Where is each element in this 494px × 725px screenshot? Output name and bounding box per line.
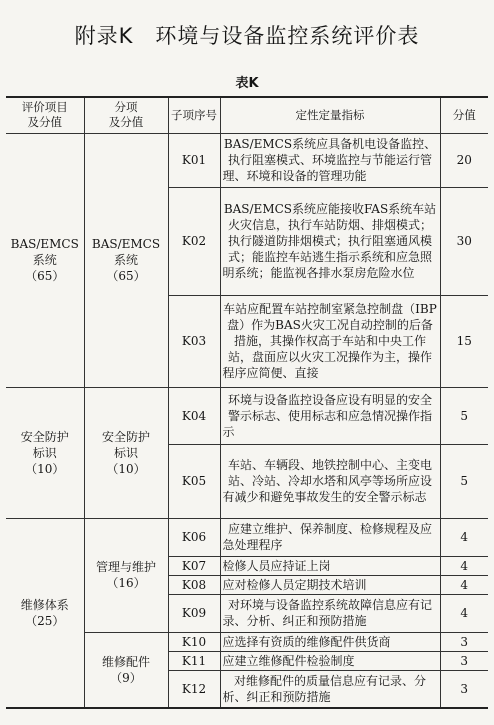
indicator-cell: 对维修配件的质量信息应有记录、分析、纠正和预防措施: [220, 670, 440, 708]
code-cell: K06: [168, 518, 220, 556]
indicator-cell: 应对检修人员定期技术培训: [220, 575, 440, 594]
header-row: [6, 97, 488, 133]
score-cell: 5: [440, 387, 488, 444]
indicator-cell: 检修人员应持证上岗: [220, 556, 440, 575]
code-cell: K11: [168, 651, 220, 670]
score-cell: 3: [440, 651, 488, 670]
table-row: [6, 133, 488, 187]
subitem-cell: 管理与维护 （16）: [84, 518, 168, 632]
item-cell: 维修体系 （25）: [6, 518, 84, 708]
subitem-cell: 维修配件 （9）: [84, 632, 168, 708]
header-code: 子项序号: [168, 97, 220, 133]
score-cell: 30: [440, 187, 488, 295]
indicator-cell: 车站、车辆段、地铁控制中心、主变电站、冷站、冷却水塔和风亭等场所应设有减少和避免事故发生的安全警示标志: [220, 444, 440, 518]
header-item: 评价项目 及分值: [6, 97, 84, 133]
code-cell: K07: [168, 556, 220, 575]
page-title: 附录K 环境与设备监控系统评价表: [74, 24, 420, 49]
score-cell: 20: [440, 133, 488, 187]
score-cell: 4: [440, 556, 488, 575]
score-cell: 3: [440, 632, 488, 651]
header-indicator: 定性定量指标: [220, 97, 440, 133]
indicator-cell: BAS/EMCS系统应能接收FAS系统车站火灾信息，执行车站防烟、排烟模式；执行隧道防排烟模式；执行阻塞通风模式；能监控车站逃生指示系统和应急照明系统；能监视各排水泵房危险水位: [220, 187, 440, 295]
subitem-cell: 安全防护 标识 （10）: [84, 387, 168, 518]
evaluation-table: [6, 96, 488, 709]
indicator-cell: 应建立维修配件检验制度: [220, 651, 440, 670]
score-cell: 15: [440, 295, 488, 387]
code-cell: K09: [168, 594, 220, 632]
indicator-cell: 车站应配置车站控制室紧急控制盘（IBP盘）作为BAS火灾工况自动控制的后备措施，其操作权高于车站和中央工作站，盘面应以火灾工况操作为主，操作程序应简便、直接: [220, 295, 440, 387]
indicator-cell: BAS/EMCS系统应具备机电设备监控、执行阻塞模式、环境监控与节能运行管理、环境和设备的管理功能: [220, 133, 440, 187]
score-cell: 5: [440, 444, 488, 518]
subitem-cell: BAS/EMCS 系统 （65）: [84, 133, 168, 387]
item-cell: 安全防护 标识 （10）: [6, 387, 84, 518]
score-cell: 3: [440, 670, 488, 708]
score-cell: 4: [440, 594, 488, 632]
code-cell: K12: [168, 670, 220, 708]
score-cell: 4: [440, 575, 488, 594]
item-cell: BAS/EMCS 系统 （65）: [6, 133, 84, 387]
code-cell: K04: [168, 387, 220, 444]
indicator-cell: 应建立维护、保养制度、检修规程及应急处理程序: [220, 518, 440, 556]
header-score: 分值: [440, 97, 488, 133]
code-cell: K10: [168, 632, 220, 651]
score-cell: 4: [440, 518, 488, 556]
table-row: [6, 518, 488, 556]
code-cell: K05: [168, 444, 220, 518]
indicator-cell: 环境与设备监控设备应设有明显的安全警示标志、使用标志和应急情况操作指示: [220, 387, 440, 444]
code-cell: K03: [168, 295, 220, 387]
indicator-cell: 对环境与设备监控系统故障信息应有记录、分析、纠正和预防措施: [220, 594, 440, 632]
code-cell: K01: [168, 133, 220, 187]
code-cell: K08: [168, 575, 220, 594]
table-row: [6, 387, 488, 444]
code-cell: K02: [168, 187, 220, 295]
indicator-cell: 应选择有资质的维修配件供货商: [220, 632, 440, 651]
header-subitem: 分项 及分值: [84, 97, 168, 133]
table-caption: 表K: [235, 76, 259, 91]
